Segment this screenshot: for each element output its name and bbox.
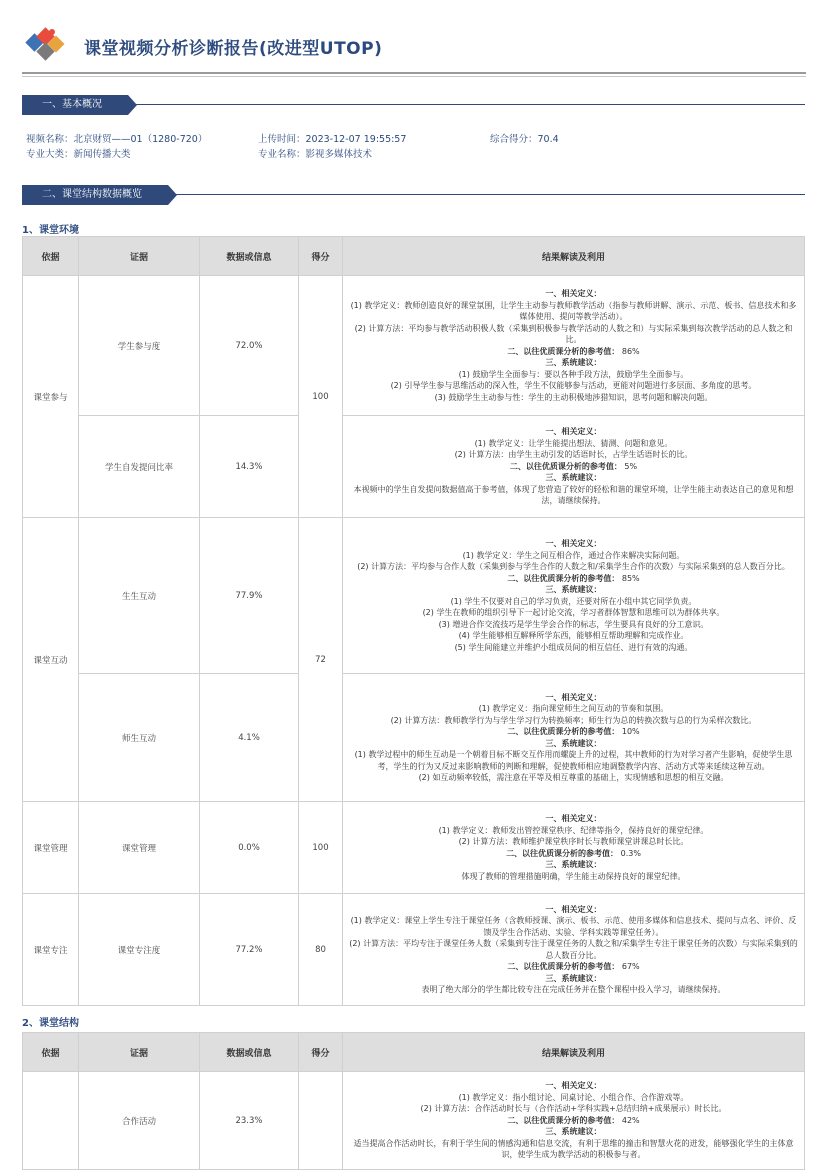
col-header-evidence: 证据 <box>79 1033 200 1072</box>
table-row <box>23 1072 805 1170</box>
interpretation-text: (1) 学生不仅要对自己的学习负责，还要对所在小组中其它同学负责。 <box>450 596 697 606</box>
interpretation-text: (4) 学生能够相互解释所学东西，能够相互帮助理解和完成作业。 <box>458 631 689 640</box>
basis-cell: 课堂参与 <box>23 276 79 518</box>
basis-cell: 课堂互动 <box>23 518 79 802</box>
interpretation-text: (1) 教学定义：让学生能提出想法、猜测、问题和意见。 <box>474 438 673 448</box>
interpretation-heading: 三、系统建议： <box>545 585 602 594</box>
interpretation-line <box>349 915 798 938</box>
interpretation-line <box>349 449 798 461</box>
evidence-cell: 合作活动 <box>79 1072 200 1170</box>
interpretation-text: (2) 计算方法：平均参与教学活动积极人数（采集到积极参与教学活动的人数之和）与实际采集到每次教学活动的总人数之和比。 <box>354 323 793 344</box>
upload-time: 上传时间：2023-12-07 19:55:57 <box>258 134 407 145</box>
score-cell: 100 <box>299 802 343 894</box>
col-header-score: 得分 <box>299 237 343 276</box>
interpretation-heading: 二、以往优质课分析的参考值： <box>506 848 619 858</box>
interpretation-line <box>349 596 798 608</box>
section-divider <box>176 194 805 195</box>
interpretation-text: (1) 教学定义：学生之间互相合作，通过合作来解决实际问题。 <box>462 550 685 560</box>
interpretation-text: (5) 学生间能建立并维护小组成员间的相互信任、进行有效的沟通。 <box>454 642 693 652</box>
interpretation-line <box>349 738 798 750</box>
interpretation-line <box>349 484 798 507</box>
table-row <box>23 802 805 894</box>
value-cell: 4.1% <box>200 674 299 802</box>
interpretation-line <box>349 346 798 358</box>
interpretation-text: (2) 计算方法：教师教学行为与学生学习行为转换频率；师生行为总的转换次数与总的行为采样次数比。 <box>390 715 757 725</box>
interpretation-line <box>349 1080 798 1092</box>
interpretation-heading: 二、以往优质课分析的参考值： <box>509 461 622 471</box>
structure-table <box>22 1032 805 1170</box>
interpretation-line <box>349 380 798 392</box>
overall-score: 综合得分：70.4 <box>490 134 559 145</box>
col-header-value: 数据或信息 <box>200 237 299 276</box>
basis-cell <box>23 1072 79 1170</box>
interpretation-line <box>349 538 798 550</box>
evidence-cell: 学生参与度 <box>79 276 200 416</box>
interpretation-text: (2) 引导学生参与思维活动的深入性，学生不仅能够参与活动，更能对问题进行多层面、多角度的思考。 <box>390 381 757 390</box>
section-divider <box>136 104 805 105</box>
score-cell: 80 <box>299 894 343 1006</box>
interpretation-heading: 三、系统建议： <box>545 1127 602 1137</box>
score-cell: 100 <box>299 276 343 518</box>
interpretation-line <box>349 323 798 346</box>
interpretation-text: (1) 教学过程中的师生互动是一个朝着目标不断交互作用而螺旋上升的过程，其中教师的行为对学习者产生影响，促使学生思考，学生的行为又反过来影响教师的判断和理解，促使教师相应地调整教学内容、活动方式等来延续这种互动。 <box>354 750 793 771</box>
interpretation-text: 适当提高合作活动时长，有利于学生间的情感沟通和信息交流，有利于思维的撞击和智慧火花的迸发，能够强化学生的主体意识，使学生成为教学活动的积极参与者。 <box>353 1138 794 1160</box>
interpretation-heading: 一、相关定义： <box>545 904 602 914</box>
table-row <box>23 518 805 674</box>
reference-value: 5% <box>621 461 638 471</box>
interpretation-line <box>349 871 798 883</box>
table-row <box>23 416 805 518</box>
interpretation-text: (2) 如互动频率较低，需注意在平等及相互尊重的基础上，实现情感和思想的相互交融。 <box>418 773 729 782</box>
interpretation-text: (3) 鼓励学生主动参与性：学生的主动积极地涉猎知识，思考问题和解决问题。 <box>434 392 713 402</box>
interpretation-line <box>349 692 798 704</box>
interpretation-line <box>349 392 798 404</box>
score-cell <box>299 1072 343 1170</box>
interpretation-line <box>349 715 798 727</box>
score-cell: 72 <box>299 518 343 802</box>
interpretation-heading: 一、相关定义： <box>545 289 602 298</box>
interpretation-line <box>349 825 798 837</box>
interpretation-text: (1) 教学定义：教师发出管控课堂秩序、纪律等指令，保持良好的课堂纪律。 <box>438 825 709 835</box>
value-cell: 77.9% <box>200 518 299 674</box>
col-header-interpretation: 结果解读及利用 <box>343 237 805 276</box>
puzzle-logo-icon <box>22 26 68 66</box>
table-header-row <box>23 1033 805 1072</box>
interpretation-text: (1) 教学定义：指小组讨论、同桌讨论、小组合作、合作游戏等。 <box>458 1092 689 1102</box>
interpretation-line <box>349 357 798 369</box>
col-header-score: 得分 <box>299 1033 343 1072</box>
interpretation-text: (1) 教学定义：课堂上学生专注于课堂任务（含教师授课、演示、板书、示范、使用多媒体和信息技术、提问与点名、评价、反馈及学生合作活动、实验、学科实践等课堂任务）。 <box>350 916 797 937</box>
evidence-cell: 师生互动 <box>79 674 200 802</box>
section-tab-structure: 二、课堂结构数据概览 <box>22 185 168 205</box>
interpretation-cell <box>343 674 805 802</box>
interpretation-line <box>349 607 798 619</box>
col-header-basis: 依据 <box>23 1033 79 1072</box>
interpretation-cell <box>343 802 805 894</box>
interpretation-line <box>349 848 798 860</box>
interpretation-line <box>349 288 798 300</box>
reference-value: 42% <box>619 1115 640 1125</box>
header-divider <box>22 72 806 74</box>
interpretation-heading: 二、以往优质课分析的参考值： <box>507 573 620 583</box>
page-title: 课堂视频分析诊断报告(改进型UTOP) <box>84 39 383 59</box>
interpretation-cell <box>343 1072 805 1170</box>
value-cell: 72.0% <box>200 276 299 416</box>
major-name: 专业名称：影视多媒体技术 <box>258 149 373 160</box>
interpretation-heading: 三、系统建议： <box>545 973 602 983</box>
interpretation-heading: 二、以往优质课分析的参考值： <box>507 346 620 356</box>
interpretation-line <box>349 461 798 473</box>
interpretation-line <box>349 642 798 654</box>
col-header-basis: 依据 <box>23 237 79 276</box>
interpretation-line <box>349 904 798 916</box>
interpretation-line <box>349 550 798 562</box>
interpretation-line <box>349 1103 798 1115</box>
interpretation-line <box>349 726 798 738</box>
interpretation-cell <box>343 276 805 416</box>
interpretation-line <box>349 961 798 973</box>
interpretation-line <box>349 561 798 573</box>
header-divider-thin <box>22 76 806 77</box>
value-cell: 77.2% <box>200 894 299 1006</box>
table-row <box>23 276 805 416</box>
col-header-interpretation: 结果解读及利用 <box>343 1033 805 1072</box>
interpretation-line <box>349 938 798 961</box>
evidence-cell: 课堂管理 <box>79 802 200 894</box>
interpretation-line <box>349 573 798 585</box>
interpretation-text: 体现了教师的管理措施明确，学生能主动保持良好的课堂纪律。 <box>461 871 686 881</box>
interpretation-heading: 二、以往优质课分析的参考值： <box>507 1115 620 1125</box>
interpretation-text: (3) 增进合作交流技巧是学生学会合作的标志，学生要具有良好的分工意识。 <box>438 619 709 629</box>
interpretation-line <box>349 859 798 871</box>
table-header-row <box>23 237 805 276</box>
evidence-cell: 学生自发提问比率 <box>79 416 200 518</box>
col-header-value: 数据或信息 <box>200 1033 299 1072</box>
interpretation-text: (2) 计算方法：平均专注于课堂任务人数（采集到专注于课堂任务的人数之和/采集学生专注于课堂任务的次数）与实际采集到的总人数百分比。 <box>349 939 798 960</box>
interpretation-heading: 二、以往优质课分析的参考值： <box>507 962 620 971</box>
interpretation-heading: 一、相关定义： <box>545 814 602 823</box>
value-cell: 0.0% <box>200 802 299 894</box>
interpretation-text: 本视频中的学生自发提问数据值高于参考值，体现了您营造了较好的轻松和谐的课堂环境，让学生能主动表达自己的意见和想法，请继续保持。 <box>353 484 794 506</box>
basis-cell: 课堂专注 <box>23 894 79 1006</box>
major-category: 专业大类：新闻传播大类 <box>26 149 131 160</box>
interpretation-cell <box>343 518 805 674</box>
reference-value: 86% <box>619 346 640 356</box>
environment-table <box>22 236 805 1006</box>
interpretation-text: (1) 鼓励学生全面参与：要以各种手段方法，鼓励学生全面参与。 <box>458 369 689 379</box>
interpretation-text: (2) 学生在教师的组织引导下一起讨论交流，学习者群体智慧和思维可以为群体共享。 <box>422 608 725 617</box>
reference-value: 85% <box>619 573 640 583</box>
evidence-cell: 课堂专注度 <box>79 894 200 1006</box>
value-cell: 14.3% <box>200 416 299 518</box>
col-header-evidence: 证据 <box>79 237 200 276</box>
interpretation-line <box>349 1126 798 1138</box>
interpretation-line <box>349 630 798 642</box>
value-cell: 23.3% <box>200 1072 299 1170</box>
interpretation-heading: 一、相关定义： <box>545 692 602 702</box>
interpretation-line <box>349 426 798 438</box>
interpretation-line <box>349 369 798 381</box>
interpretation-text: (2) 计算方法：教师维护课堂秩序时长与教师课堂讲课总时长比。 <box>458 837 689 846</box>
interpretation-text: (2) 计算方法：合作活动时长与（合作活动+学科实践+总结归纳+成果展示）时长比。 <box>420 1104 727 1114</box>
interpretation-line <box>349 813 798 825</box>
interpretation-text: 表明了绝大部分的学生都比较专注在完成任务并在整个课程中投入学习，请继续保持。 <box>421 985 726 994</box>
reference-value: 10% <box>619 727 640 736</box>
report-header <box>22 22 806 74</box>
interpretation-line <box>349 836 798 848</box>
reference-value: 0.3% <box>618 848 641 858</box>
interpretation-heading: 二、以往优质课分析的参考值： <box>507 727 620 736</box>
interpretation-line <box>349 703 798 715</box>
interpretation-line <box>349 584 798 596</box>
table-row <box>23 674 805 802</box>
interpretation-line <box>349 472 798 484</box>
interpretation-line <box>349 1115 798 1127</box>
interpretation-text: (2) 计算方法：由学生主动引发的话语时长，占学生话语时长的比。 <box>454 450 693 460</box>
interpretation-text: (1) 教学定义：指向课堂师生之间互动的节奏和氛围。 <box>478 704 669 713</box>
interpretation-heading: 三、系统建议： <box>545 358 602 367</box>
interpretation-heading: 三、系统建议： <box>545 738 602 748</box>
subsection-title-structure: 2、课堂结构 <box>22 1018 79 1029</box>
interpretation-line <box>349 1138 798 1161</box>
subsection-title-environment: 1、课堂环境 <box>22 225 79 236</box>
interpretation-line <box>349 619 798 631</box>
video-name: 视频名称：北京财贸——01（1280-720） <box>26 134 208 145</box>
interpretation-text: (1) 教学定义：教师创造良好的课堂氛围，让学生主动参与教师教学活动（指参与教师讲解、演示、示范、板书、信息技术和多媒体使用、提问等教学活动）。 <box>350 300 797 321</box>
interpretation-heading: 一、相关定义： <box>545 1081 602 1091</box>
interpretation-line <box>349 749 798 772</box>
section-tab-basic: 一、基本概况 <box>22 95 128 115</box>
reference-value: 67% <box>619 962 640 971</box>
interpretation-heading: 一、相关定义： <box>545 427 602 437</box>
interpretation-heading: 三、系统建议： <box>545 473 602 483</box>
evidence-cell: 生生互动 <box>79 518 200 674</box>
interpretation-heading: 一、相关定义： <box>545 539 602 548</box>
interpretation-cell <box>343 894 805 1006</box>
interpretation-text: (2) 计算方法：平均参与合作人数（采集到参与学生合作的人数之和/采集学生合作的次数）与实际采集到的总人数百分比。 <box>357 562 790 571</box>
interpretation-line <box>349 772 798 784</box>
table-row <box>23 894 805 1006</box>
interpretation-line <box>349 438 798 450</box>
interpretation-cell <box>343 416 805 518</box>
interpretation-line <box>349 984 798 996</box>
interpretation-heading: 三、系统建议： <box>545 860 602 869</box>
basis-cell: 课堂管理 <box>23 802 79 894</box>
interpretation-line <box>349 973 798 985</box>
interpretation-line <box>349 1092 798 1104</box>
interpretation-line <box>349 300 798 323</box>
